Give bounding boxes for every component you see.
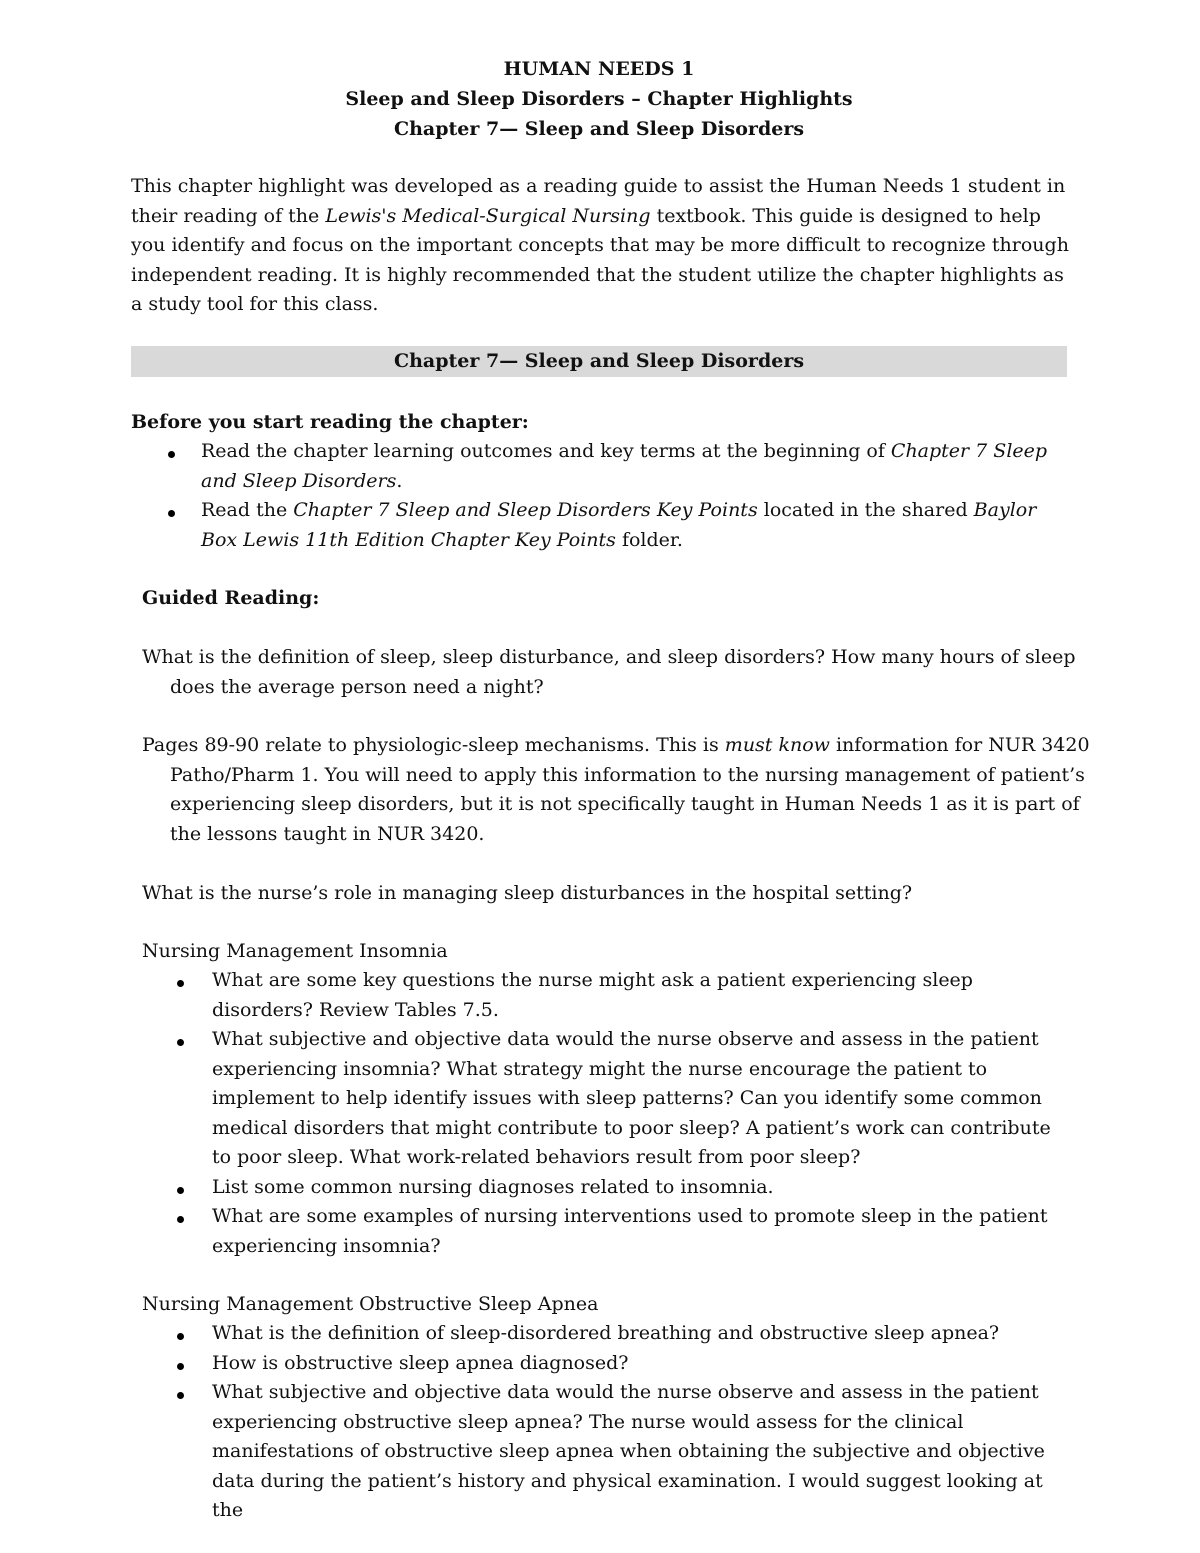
list-item xyxy=(142,1319,1072,1349)
item-text: What is the definition of sleep-disordered breathing and obstructive sleep apnea? xyxy=(212,1322,1000,1344)
list-item xyxy=(142,1025,1072,1173)
insomnia-heading: Nursing Management Insomnia xyxy=(142,940,448,962)
section-title: Chapter 7— Sleep and Sleep Disorders xyxy=(393,350,805,372)
list-item xyxy=(142,1378,1072,1526)
bullet-icon xyxy=(177,1333,184,1340)
list-item xyxy=(131,437,1071,496)
bullet-icon xyxy=(177,1392,184,1399)
bullet-icon xyxy=(177,1187,184,1194)
list-item xyxy=(142,1202,1072,1261)
item-text: What subjective and objective data would the nurse observe and assess in the patient experiencing obstructive sleep apnea? The nurse would assess for the clinical manifestations of obstructive sleep apnea when obtaining the subjective and objective data during the patient’s history and physical examination. I would suggest looking at the xyxy=(212,1381,1045,1521)
question-nurse-role: What is the nurse’s role in managing sleep disturbances in the hospital setting? xyxy=(142,882,913,904)
list-item xyxy=(142,1349,1072,1379)
bullet-icon xyxy=(177,1216,184,1223)
item-emphasis: Baylor Box Lewis 11th Edition Chapter Key Points xyxy=(201,499,1037,551)
apnea-list xyxy=(142,1319,1072,1526)
question-emphasis: must know xyxy=(724,734,830,756)
list-item xyxy=(142,966,1072,1025)
bullet-icon xyxy=(168,451,175,458)
list-item xyxy=(142,1173,1072,1203)
bullet-icon xyxy=(177,1039,184,1046)
intro-text-continued: textbook. This guide is designed to help you identify and focus on the important concepts that may be more difficult to recognize through independent reading. It is highly recommended that the student utilize the chapter highlights as a study tool for this class. xyxy=(131,204,1069,315)
chapter-title: Chapter 7— Sleep and Sleep Disorders xyxy=(393,118,805,140)
question-text: information for NUR 3420 Patho/Pharm 1. You will need to apply this information to the nursing management of patient’s experiencing sleep disorders, but it is not specifically taught in Human Needs 1 as it is part of the lessons taught in NUR 3420. xyxy=(170,734,1090,845)
item-text: Read the xyxy=(201,499,294,521)
guided-reading-heading: Guided Reading: xyxy=(142,587,320,609)
bullet-icon xyxy=(177,980,184,987)
item-emphasis: Chapter 7 Sleep and Sleep Disorders Key Points xyxy=(293,499,758,521)
item-text: What are some examples of nursing interventions used to promote sleep in the patient experiencing insomnia? xyxy=(212,1205,1048,1257)
apnea-heading: Nursing Management Obstructive Sleep Apnea xyxy=(142,1293,599,1315)
item-emphasis: Chapter 7 Sleep and Sleep Disorders xyxy=(201,440,1048,492)
intro-text: This chapter highlight was developed as a reading guide to assist the Human Needs 1 student in their reading of the xyxy=(131,175,1066,227)
intro-paragraph xyxy=(131,172,1071,320)
question-text: Pages 89-90 relate to physiologic-sleep mechanisms. This is xyxy=(142,734,725,756)
before-reading-list xyxy=(131,437,1071,555)
textbook-title: Lewis's Medical-Surgical Nursing xyxy=(325,204,651,227)
item-text: Read the chapter learning outcomes and key terms at the beginning of xyxy=(201,440,891,462)
item-text: folder. xyxy=(615,528,683,551)
item-text: . xyxy=(396,469,403,492)
question-physiologic xyxy=(142,731,1090,849)
bullet-icon xyxy=(168,510,175,517)
item-text: List some common nursing diagnoses related to insomnia. xyxy=(212,1175,774,1198)
bullet-icon xyxy=(177,1363,184,1370)
list-item xyxy=(131,496,1071,555)
insomnia-list xyxy=(142,966,1072,1261)
item-text: located in the shared xyxy=(757,499,974,521)
item-text: How is obstructive sleep apnea diagnosed? xyxy=(212,1351,629,1374)
item-text: What are some key questions the nurse might ask a patient experiencing sleep disorders? Review Tables 7.5. xyxy=(212,969,973,1021)
document-subtitle: Sleep and Sleep Disorders – Chapter Highlights xyxy=(345,88,853,110)
before-reading-heading: Before you start reading the chapter: xyxy=(131,411,529,433)
item-text: What subjective and objective data would the nurse observe and assess in the patient experiencing insomnia? What strategy might the nurse encourage the patient to implement to help identify issues with sleep patterns? Can you identify some common medical disorders that might contribute to poor sleep? A patient’s work can contribute to poor sleep. What work-related behaviors result from poor sleep? xyxy=(212,1028,1051,1168)
document-title: HUMAN NEEDS 1 xyxy=(503,58,695,80)
question-definition: What is the definition of sleep, sleep disturbance, and sleep disorders? How many hours of sleep does the average person need a night? xyxy=(142,646,1076,698)
